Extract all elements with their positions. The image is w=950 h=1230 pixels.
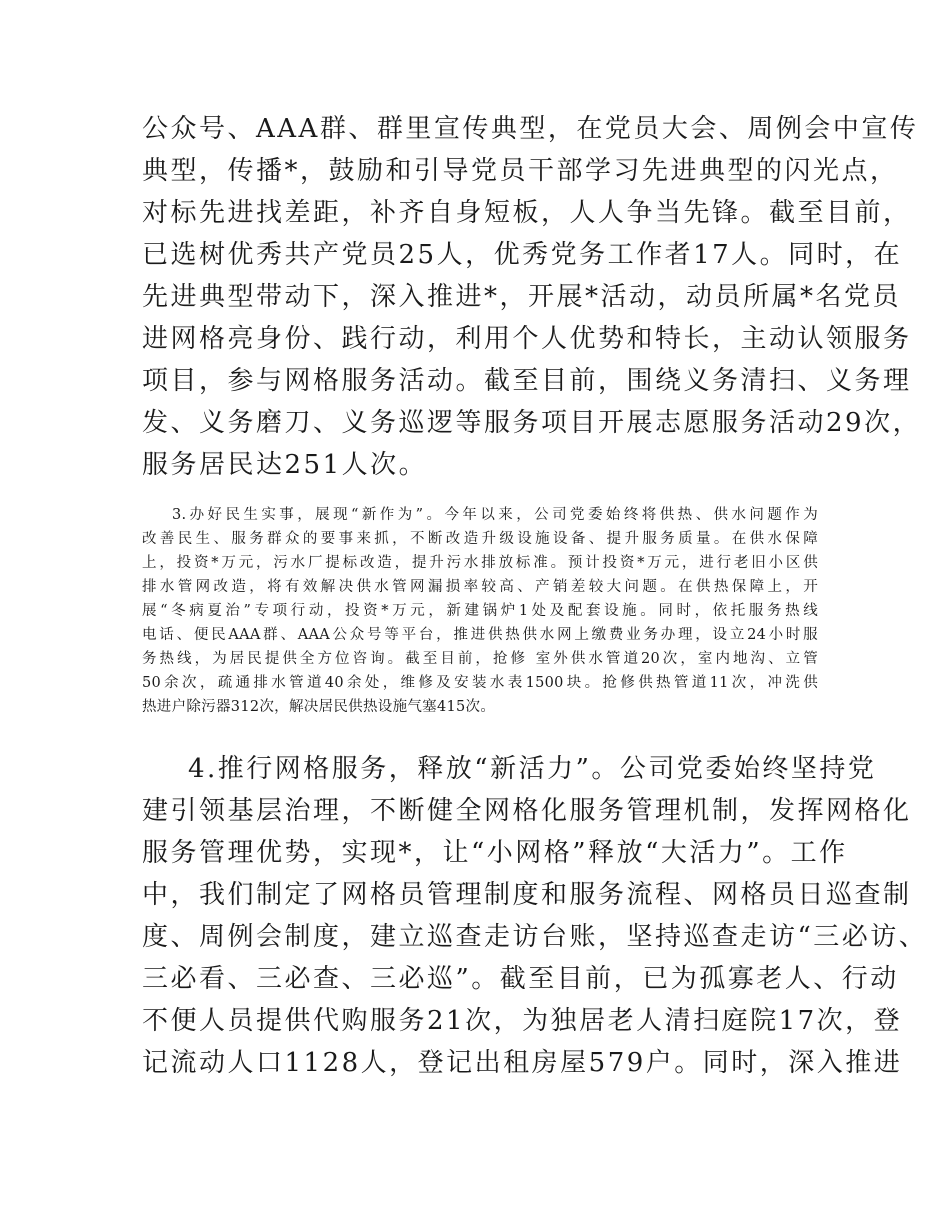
paragraph-1-line-last: 服务居民达251人次。 [142, 450, 428, 480]
paragraph-3-line: 服务管理优势，实现*，让“小网格”释放“大活力”。工作 [142, 838, 848, 868]
paragraph-3-line: 三必看、三必查、三必巡”。截至目前，已为孤寡老人、行动 [142, 964, 899, 994]
paragraph-3-line: 中，我们制定了网格员管理制度和服务流程、网格员日巡查制 [142, 880, 912, 910]
paragraph-1-line: 公众号、AAA群、群里宣传典型，在党员大会、周例会中宣传 [142, 114, 919, 144]
paragraph-1-line: 先进典型带动下，深入推进*，开展*活动，动员所属*名党员 [142, 282, 902, 312]
paragraph-2-line: 电话、便民AAA群、AAA公众号等平台，推进供热供水网上缴费业务办理，设立24小时服 [142, 627, 818, 643]
paragraph-1-line: 项目，参与网格服务活动。截至目前，围绕义务清扫、义务理 [142, 366, 912, 396]
paragraph-2-line: 上，投资*万元，污水厂提标改造，提升污水排放标准。预计投资*万元，进行老旧小区供 [142, 555, 818, 571]
paragraph-2-line: 排水管网改造，将有效解决供水管网漏损率较高、产销差较大问题。在供热保障上，开 [142, 579, 818, 595]
paragraph-1-line: 已选树优秀共产党员25人，优秀党务工作者17人。同时，在 [142, 240, 903, 270]
paragraph-3-line: 不便人员提供代购服务21次，为独居老人清扫庭院17次，登 [142, 1006, 903, 1036]
paragraph-2-line: 改善民生、服务群众的要事来抓，不断改造升级设施设备、提升服务质量。在供水保障 [142, 531, 818, 547]
paragraph-1-line: 进网格亮身份、践行动，利用个人优势和特长，主动认领服务 [142, 324, 912, 354]
paragraph-3-first-line: 4.推行网格服务，释放“新活力”。公司党委始终坚持党 [188, 754, 877, 784]
paragraph-2-line-last: 热进户除污器312次，解决居民供热设施气塞415次。 [142, 699, 496, 715]
paragraph-1-line: 对标先进找差距，补齐自身短板，人人争当先锋。截至目前， [142, 198, 912, 228]
paragraph-2-line: 展“冬病夏治”专项行动，投资*万元，新建锅炉1处及配套设施。同时，依托服务热线 [142, 603, 818, 619]
paragraph-2-line: 50余次，疏通排水管道40余处，维修及安装水表1500块。抢修供热管道11次，冲洗供 [142, 675, 818, 691]
paragraph-3-line: 建引领基层治理，不断健全网格化服务管理机制，发挥网格化 [142, 796, 912, 826]
paragraph-1-line: 典型，传播*，鼓励和引导党员干部学习先进典型的闪光点， [142, 156, 899, 186]
paragraph-2-line: 务热线，为居民提供全方位咨询。截至目前，抢修 室外供水管道20次，室内地沟、立管 [142, 651, 818, 667]
paragraph-1-line: 发、义务磨刀、义务巡逻等服务项目开展志愿服务活动29次， [142, 408, 922, 438]
paragraph-3-line: 记流动人口1128人，登记出租房屋579户。同时，深入推进 [142, 1048, 903, 1078]
paragraph-3-line: 度、周例会制度，建立巡查走访台账，坚持巡查走访“三必访、 [142, 922, 928, 952]
paragraph-2-first-line: 3.办好民生实事，展现“新作为”。今年以来，公司党委始终将供热、供水问题作为 [172, 507, 818, 523]
